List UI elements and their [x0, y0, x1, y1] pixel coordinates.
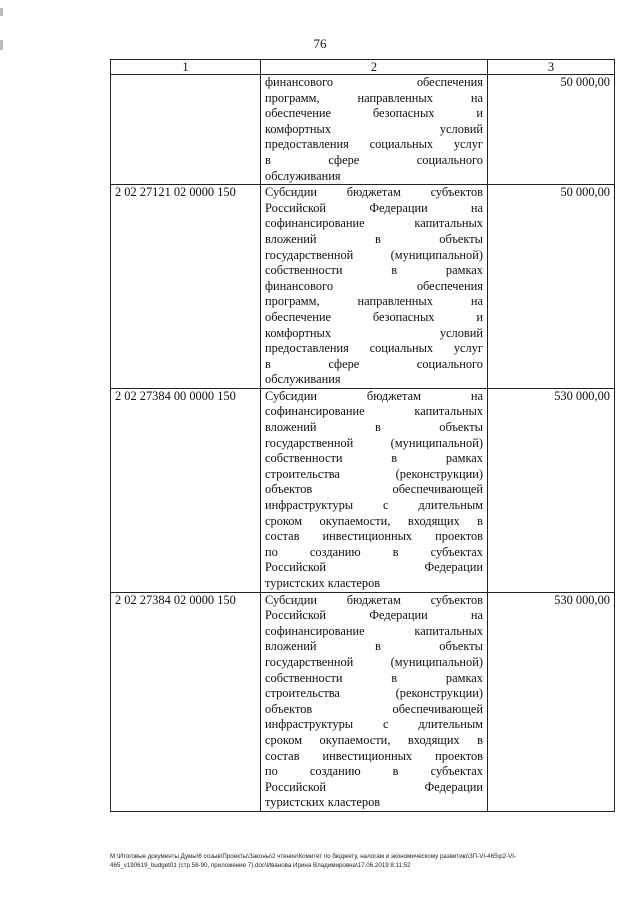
- amount-value: 50 000,00: [488, 185, 615, 389]
- scan-margin-mark: [0, 8, 3, 16]
- description-line: государственной (муниципальной): [265, 247, 483, 262]
- description-line: строительства (реконструкции): [265, 686, 483, 701]
- description-line: туристских кластеров: [265, 576, 381, 590]
- description-line: софинансирование капитальных: [265, 623, 483, 638]
- description-line: по созданию в субъектах: [265, 764, 483, 779]
- description-line: сроком окупаемости, входящих в: [265, 513, 483, 528]
- description-line: туристских кластеров: [265, 795, 381, 810]
- description-line: финансового обеспечения: [265, 278, 483, 293]
- description-line: собственности в рамках: [265, 670, 483, 685]
- footer-line-2: 465_v190619_budget01 (стр.58-90, приложение 7).doc\Иванова Ирина Владимировна\17.06.2019 8:11:52: [110, 862, 411, 869]
- file-path-footer: [110, 852, 616, 870]
- table-body: [111, 75, 615, 812]
- revenue-description: [261, 388, 488, 592]
- description-line: состав инвестиционных проектов: [265, 529, 483, 544]
- budget-classification-code: 2 02 27384 00 0000 150: [111, 388, 261, 592]
- budget-classification-code: 2 02 27384 02 0000 150: [111, 592, 261, 811]
- table-row: [111, 75, 615, 185]
- description-line: в сфере социального: [265, 356, 483, 371]
- description-line: обслуживания: [265, 168, 341, 183]
- column-header-3: 3: [488, 60, 615, 75]
- column-header-1: 1: [111, 60, 261, 75]
- column-header-2: 2: [261, 60, 488, 75]
- table-header-row: [111, 60, 615, 75]
- amount-value: 50 000,00: [488, 75, 615, 185]
- description-line: Субсидии бюджетам на: [265, 388, 483, 403]
- description-line: объектов обеспечивающей: [265, 701, 483, 716]
- description-line: Российской Федерации на: [265, 200, 483, 215]
- description-line: комфортных условий: [265, 121, 483, 136]
- description-line: предоставления социальных услуг: [265, 137, 483, 152]
- revenue-description: [261, 185, 488, 389]
- description-line: Российской Федерации: [265, 779, 483, 794]
- description-line: предоставления социальных услуг: [265, 341, 483, 356]
- description-line: обеспечение безопасных и: [265, 106, 483, 121]
- description-line: вложений в объекты: [265, 639, 483, 654]
- budget-classification-code: [111, 75, 261, 185]
- description-line: состав инвестиционных проектов: [265, 748, 483, 763]
- description-line: строительства (реконструкции): [265, 466, 483, 481]
- description-line: Российской Федерации: [265, 560, 483, 575]
- description-line: обеспечение безопасных и: [265, 309, 483, 324]
- description-line: Субсидии бюджетам субъектов: [265, 592, 483, 607]
- description-line: инфраструктуры с длительным: [265, 498, 483, 513]
- amount-value: 530 000,00: [488, 388, 615, 592]
- description-line: объектов обеспечивающей: [265, 482, 483, 497]
- description-line: Субсидии бюджетам субъектов: [265, 185, 483, 200]
- description-line: вложений в объекты: [265, 420, 483, 435]
- revenue-description: [261, 75, 488, 185]
- description-line: софинансирование капитальных: [265, 404, 483, 419]
- table-row: [111, 592, 615, 811]
- description-line: софинансирование капитальных: [265, 216, 483, 231]
- description-line: финансового обеспечения: [265, 75, 483, 89]
- table-row: [111, 388, 615, 592]
- footer-line-1: М:\Итоговые документы Думы\6 созыв\Проекты\Законы\2 чтение\Комитет по бюджету, налогам и экономическому развитию\ЗП-VI-465\р2-VI-: [110, 853, 517, 860]
- revenue-description: [261, 592, 488, 811]
- description-line: собственности в рамках: [265, 451, 483, 466]
- description-line: государственной (муниципальной): [265, 654, 483, 669]
- description-line: программ, направленных на: [265, 90, 483, 105]
- description-line: Российской Федерации на: [265, 608, 483, 623]
- budget-classification-code: 2 02 27121 02 0000 150: [111, 185, 261, 389]
- description-line: обслуживания: [265, 372, 341, 387]
- page-number: 76: [313, 36, 327, 51]
- description-line: программ, направленных на: [265, 294, 483, 309]
- table-row: [111, 185, 615, 389]
- amount-value: 530 000,00: [488, 592, 615, 811]
- budget-revenue-table: [110, 59, 615, 812]
- description-line: комфортных условий: [265, 325, 483, 340]
- description-line: инфраструктуры с длительным: [265, 717, 483, 732]
- description-line: государственной (муниципальной): [265, 435, 483, 450]
- description-line: по созданию в субъектах: [265, 544, 483, 559]
- description-line: сроком окупаемости, входящих в: [265, 732, 483, 747]
- description-line: собственности в рамках: [265, 263, 483, 278]
- description-line: в сфере социального: [265, 152, 483, 167]
- description-line: вложений в объекты: [265, 231, 483, 246]
